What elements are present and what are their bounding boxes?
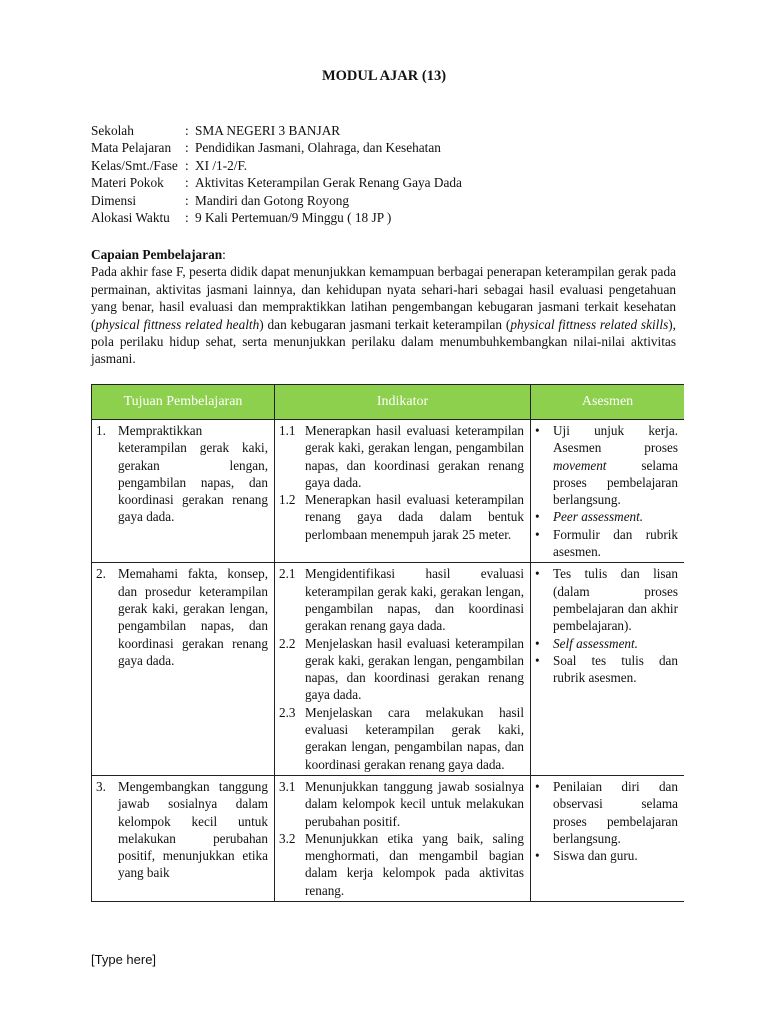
indikator-number: 1.1: [279, 423, 296, 438]
tujuan-cell: [92, 563, 275, 776]
tujuan-text: Mempraktikkan keterampilan gerak kaki, gerakan lengan, pengambilan napas, dan koordinasi gerakan renang gaya dada.: [118, 423, 268, 525]
info-label: Sekolah: [91, 123, 134, 138]
list-item: [535, 508, 678, 525]
capaian-italic-1: physical fittness related health: [95, 316, 260, 332]
info-label: Alokasi Waktu: [91, 210, 170, 226]
capaian-colon: :: [222, 247, 226, 262]
tujuan-number: 2.: [96, 566, 106, 582]
info-label: Materi Pokok: [91, 175, 164, 191]
table-row: [92, 563, 685, 776]
tujuan-number: 3.: [96, 778, 106, 794]
indikator-number: 2.3: [279, 704, 296, 720]
capaian-text-2: ) dan kebugaran jasmani terkait keterampilan (: [259, 316, 511, 332]
info-colon: :: [185, 192, 189, 208]
list-item: [535, 565, 678, 634]
info-value: XI /1-2/F.: [195, 157, 248, 173]
list-item: [535, 847, 678, 864]
indikator-number: 2.1: [279, 566, 296, 582]
info-colon: :: [185, 175, 189, 191]
info-value: 9 Kali Pertemuan/9 Minggu ( 18 JP ): [195, 210, 392, 226]
asesmen-text: Tes tulis dan lisan (dalam proses pembelajaran dan akhir pembelajaran).: [553, 566, 678, 634]
learning-table: [91, 384, 684, 902]
info-row-dimensi: [91, 192, 462, 209]
asesmen-text: Penilaian diri dan observasi selama proses pembelajaran berlangsung.: [553, 778, 678, 846]
list-item: [535, 778, 678, 847]
bullet-icon: •: [535, 848, 540, 864]
tujuan-cell: [92, 420, 275, 563]
asesmen-text: selama proses pembelajaran berlangsung.: [553, 457, 678, 508]
header-asesmen: Asesmen: [531, 385, 685, 420]
info-value: Aktivitas Keterampilan Gerak Renang Gaya Dada: [195, 175, 462, 191]
bullet-icon: •: [535, 423, 540, 438]
indikator-cell: [275, 420, 531, 563]
asesmen-text: Peer assessment.: [553, 509, 644, 525]
learning-table-wrapper: [91, 384, 684, 951]
capaian-title: Capaian Pembelajaran: [91, 247, 223, 262]
capaian-italic-2: physical fittness related skills: [510, 316, 669, 332]
list-item: [535, 422, 678, 508]
info-row-alokasi: [91, 209, 462, 226]
table-row: [92, 775, 685, 901]
table-row: [92, 420, 685, 563]
info-value: Mandiri dan Gotong Royong: [195, 192, 350, 208]
list-item: [535, 526, 678, 561]
bullet-icon: •: [535, 526, 540, 542]
asesmen-italic: movement: [553, 457, 607, 473]
info-label: Mata Pelajaran: [91, 140, 172, 156]
indikator-text: Menunjukkan etika yang baik, saling menghormati, dan mengambil bagian dalam kerja kelompok pada aktivitas renang.: [305, 830, 524, 898]
header-tujuan: Tujuan Pembelajaran: [92, 385, 275, 420]
capaian-text-1: Pada akhir fase F, peserta didik dapat menunjukkan kemampuan berbagai penerapan keterampilan gerak pada permainan, aktivitas jasmani lainnya, dan kehidupan nyata sehari-hari sebagai hasil evaluasi pengetahuan yang benar, hasil evaluasi dan mempraktikkan latihan pengembangan kebugaran jasmani terkait kesehatan (: [91, 264, 676, 332]
indikator-number: 3.2: [279, 830, 296, 846]
page-footer[interactable]: [Type here]: [91, 952, 157, 967]
document-title: MODUL AJAR (13): [321, 68, 447, 84]
indikator-number: 2.2: [279, 635, 296, 651]
info-label: Kelas/Smt./Fase: [91, 157, 178, 173]
indikator-text: Menerapkan hasil evaluasi keterampilan renang gaya dada dalam bentuk perlombaan menempuh jarak 25 meter.: [305, 492, 524, 542]
indikator-text: Menjelaskan hasil evaluasi keterampilan gerak kaki, gerakan lengan, pengambilan napas, dan koordinasi gerakan renang gaya dada.: [305, 635, 524, 703]
asesmen-cell: [531, 420, 685, 563]
list-item: [535, 635, 678, 652]
header-indikator: Indikator: [275, 385, 531, 420]
asesmen-cell: [531, 563, 685, 776]
asesmen-text: Formulir dan rubrik asesmen.: [553, 526, 678, 560]
info-label: Dimensi: [91, 192, 137, 208]
info-colon: :: [185, 123, 189, 138]
capaian-text-3: ), pola perilaku hidup sehat, serta menunjukkan perilaku dalam menumbuhkembangkan nilai-nilai aktivitas jasmani.: [91, 316, 677, 367]
asesmen-cell: [531, 775, 685, 901]
indikator-text: Mengidentifikasi hasil evaluasi keterampilan gerak kaki, gerakan lengan, pengambilan napas, dan koordinasi gerakan renang gaya dada.: [305, 566, 524, 634]
bullet-icon: •: [535, 635, 540, 651]
info-row-materi: [91, 174, 462, 191]
indikator-cell: [275, 563, 531, 776]
bullet-icon: •: [535, 652, 540, 668]
list-item: [535, 652, 678, 687]
table-header-row: [92, 385, 685, 420]
indikator-text: Menunjukkan tanggung jawab sosialnya dalam kelompok kecil untuk melakukan perubahan positif.: [305, 778, 524, 829]
indikator-number: 1.2: [279, 492, 296, 508]
indikator-text: Menerapkan hasil evaluasi keterampilan gerak kaki, gerakan lengan, pengambilan napas, dan koordinasi gerakan renang gaya dada.: [305, 423, 524, 490]
indikator-text: Menjelaskan cara melakukan hasil evaluasi keterampilan gerak kaki, gerakan lengan, pengambilan napas, dan koordinasi gerakan renang gaya dada.: [305, 704, 524, 772]
bullet-icon: •: [535, 566, 540, 582]
info-value: SMA NEGERI 3 BANJAR: [195, 123, 341, 138]
asesmen-text: Self assessment.: [553, 635, 638, 651]
info-value: Pendidikan Jasmani, Olahraga, dan Kesehatan: [195, 140, 441, 156]
indikator-number: 3.1: [279, 778, 296, 794]
info-block: [91, 122, 462, 226]
info-row-mata-pelajaran: [91, 139, 462, 156]
tujuan-cell: [92, 775, 275, 901]
info-colon: :: [185, 210, 189, 226]
bullet-icon: •: [535, 509, 540, 525]
capaian-heading: [91, 246, 676, 263]
info-colon: :: [185, 157, 189, 173]
asesmen-text: Soal tes tulis dan rubrik asesmen.: [553, 652, 678, 686]
bullet-icon: •: [535, 778, 540, 794]
tujuan-text: Mengembangkan tanggung jawab sosialnya dalam kelompok kecil untuk melakukan perubahan positif, menunjukkan etika yang baik: [118, 778, 268, 881]
capaian-section: [91, 246, 676, 368]
info-row-sekolah: [91, 122, 462, 139]
tujuan-number: 1.: [96, 423, 106, 438]
asesmen-text: Siswa dan guru.: [553, 848, 638, 864]
asesmen-text: Uji unjuk kerja. Asesmen proses: [553, 423, 678, 456]
tujuan-text: Memahami fakta, konsep, dan prosedur keterampilan gerak kaki, gerakan lengan, pengambilan napas, dan koordinasi gerakan renang gaya dada.: [118, 566, 268, 668]
info-colon: :: [185, 140, 189, 156]
info-row-kelas: [91, 157, 462, 174]
indikator-cell: [275, 775, 531, 901]
capaian-paragraph: [91, 263, 676, 367]
